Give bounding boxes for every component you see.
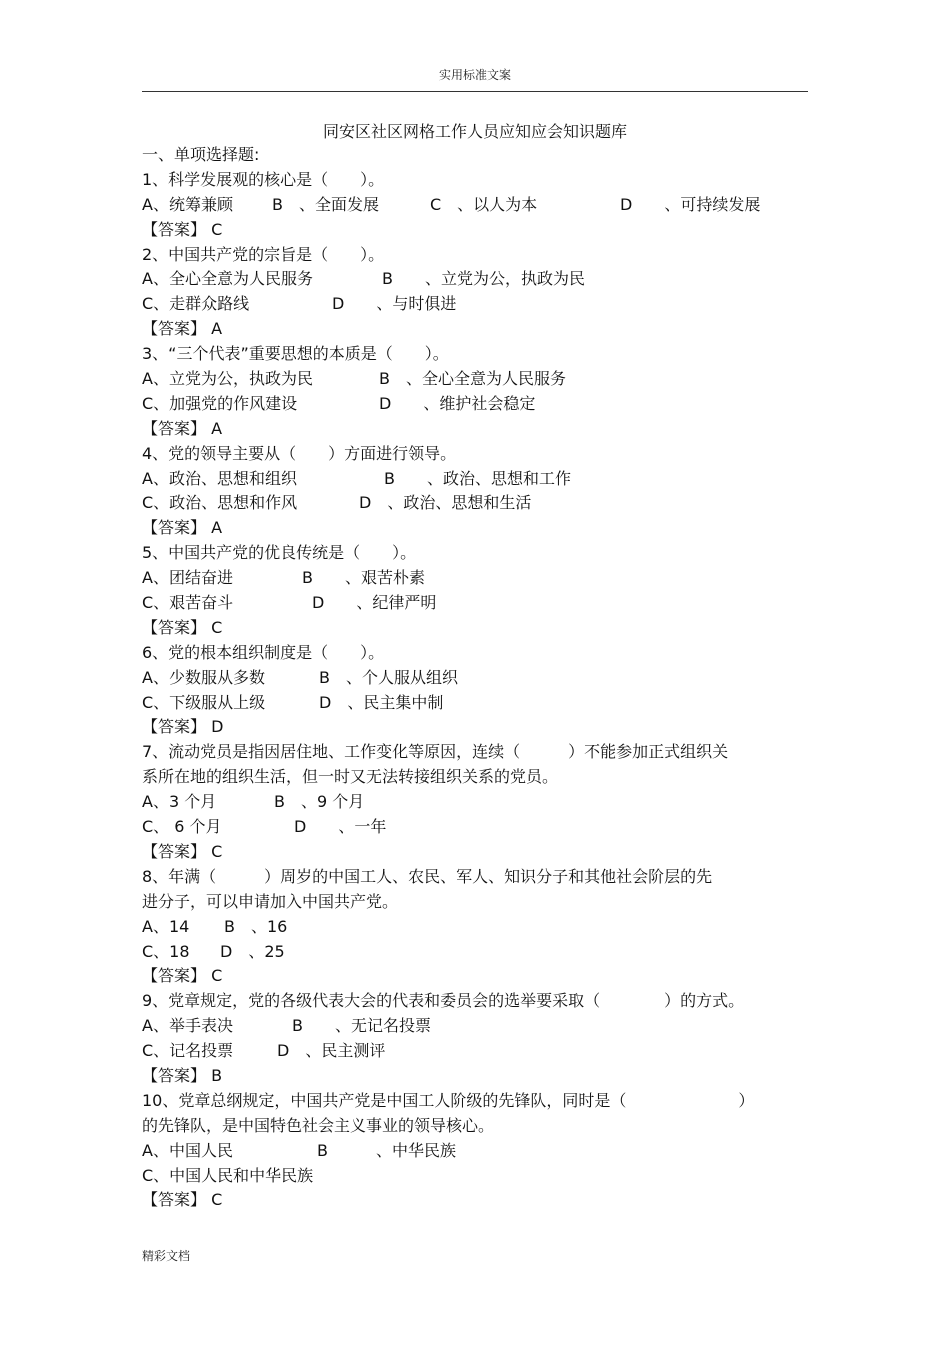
question-stem: 6、党的根本组织制度是（ ）。 — [142, 642, 385, 662]
question-7 — [142, 740, 822, 864]
document-title: 同安区社区网格工作人员应知应会知识题库 — [322, 122, 627, 141]
option: A、立党为公，执政为民 — [142, 369, 313, 389]
option: C、记名投票 — [142, 1041, 234, 1061]
question-stem: 进分子，可以申请加入中国共产党。 — [142, 891, 399, 911]
answer: 【答案】 A — [142, 418, 223, 438]
option-row — [142, 940, 822, 965]
question-4 — [142, 442, 822, 542]
option: A、政治、思想和组织 — [142, 468, 297, 488]
header-rule — [142, 91, 808, 92]
option-row — [142, 566, 822, 591]
option: C、中国人民和中华民族 — [142, 1165, 314, 1185]
option-row — [142, 1039, 822, 1064]
question-6 — [142, 641, 822, 741]
option: D 、与时俱进 — [332, 294, 457, 314]
question-10 — [142, 1089, 822, 1213]
option: D 、一年 — [294, 817, 387, 837]
option-row — [142, 267, 822, 292]
option-row — [142, 915, 822, 940]
question-2 — [142, 243, 822, 343]
option-row — [142, 193, 822, 218]
question-stem: 3、“三个代表”重要思想的本质是（ ）。 — [142, 344, 449, 364]
option: D 、25 — [220, 941, 285, 961]
question-stem: 9、党章规定，党的各级代表大会的代表和委员会的选举要采取（ ）的方式。 — [142, 991, 745, 1011]
question-stem: 4、党的领导主要从（ ）方面进行领导。 — [142, 443, 457, 463]
option: D 、民主集中制 — [319, 692, 444, 712]
option: C 、以人为本 — [430, 194, 538, 214]
option: A、举手表决 — [142, 1016, 233, 1036]
answer: 【答案】 C — [142, 219, 223, 239]
option: A、少数服从多数 — [142, 667, 265, 687]
question-stem: 8、年满（ ）周岁的中国工人、农民、军人、知识分子和其他社会阶层的先 — [142, 866, 713, 886]
option: D 、可持续发展 — [620, 194, 761, 214]
option-row — [142, 1139, 822, 1164]
question-stem: 1、科学发展观的核心是（ ）。 — [142, 169, 385, 189]
option: A、3 个月 — [142, 792, 217, 812]
option: B 、16 — [224, 916, 288, 936]
section-heading: 一、单项选择题: — [142, 145, 260, 164]
page-header: 实用标准文案 — [438, 68, 511, 82]
question-1 — [142, 168, 822, 243]
option-row — [142, 815, 822, 840]
option: B 、立党为公，执政为民 — [382, 269, 585, 289]
option: D 、政治、思想和生活 — [359, 493, 532, 513]
option-row — [142, 467, 822, 492]
option: B 、9 个月 — [274, 792, 365, 812]
question-9 — [142, 989, 822, 1089]
question-stem: 5、中国共产党的优良传统是（ ）。 — [142, 543, 417, 563]
option: B 、全心全意为人民服务 — [379, 369, 566, 389]
option: B 、个人服从组织 — [319, 667, 458, 687]
option: A、中国人民 — [142, 1140, 233, 1160]
option: C、18 — [142, 941, 190, 961]
option: A、统筹兼顾 — [142, 194, 233, 214]
question-list — [142, 143, 822, 1213]
option-row — [142, 790, 822, 815]
option-row — [142, 1014, 822, 1039]
question-5 — [142, 541, 822, 641]
option-row — [142, 367, 822, 392]
question-stem: 7、流动党员是指因居住地、工作变化等原因，连续（ ）不能参加正式组织关 — [142, 742, 729, 762]
option-row — [142, 691, 822, 716]
question-3 — [142, 342, 822, 442]
question-stem: 2、中国共产党的宗旨是（ ）。 — [142, 244, 385, 264]
answer: 【答案】 B — [142, 1065, 223, 1085]
option: B 、无记名投票 — [292, 1016, 431, 1036]
option-row — [142, 1164, 822, 1189]
option: A、14 — [142, 916, 190, 936]
option: D 、纪律严明 — [312, 593, 437, 613]
option: C、加强党的作风建设 — [142, 393, 298, 413]
option: B 、全面发展 — [272, 194, 379, 214]
answer: 【答案】 C — [142, 1190, 223, 1210]
page-footer: 精彩文档 — [142, 1249, 191, 1263]
option: C、下级服从上级 — [142, 692, 266, 712]
answer: 【答案】 C — [142, 617, 223, 637]
option: C、走群众路线 — [142, 294, 250, 314]
option-row — [142, 392, 822, 417]
question-stem: 的先锋队，是中国特色社会主义事业的领导核心。 — [142, 1115, 495, 1135]
option: B 、中华民族 — [317, 1140, 456, 1160]
option: B 、政治、思想和工作 — [384, 468, 571, 488]
option-row — [142, 666, 822, 691]
question-8 — [142, 865, 822, 989]
option-row — [142, 491, 822, 516]
answer: 【答案】 A — [142, 518, 223, 538]
question-stem: 10、党章总纲规定，中国共产党是中国工人阶级的先锋队，同时是（ ） — [142, 1090, 755, 1110]
question-stem: 系所在地的组织生活，但一时又无法转接组织关系的党员。 — [142, 767, 559, 787]
option: B 、艰苦朴素 — [302, 568, 425, 588]
answer: 【答案】 C — [142, 966, 223, 986]
option: D 、维护社会稳定 — [379, 393, 536, 413]
option: A、团结奋进 — [142, 568, 233, 588]
answer: 【答案】 A — [142, 319, 223, 339]
option-row — [142, 292, 822, 317]
answer: 【答案】 C — [142, 841, 223, 861]
option: C、艰苦奋斗 — [142, 593, 234, 613]
option: C、 6 个月 — [142, 817, 222, 837]
option: C、政治、思想和作风 — [142, 493, 298, 513]
answer: 【答案】 D — [142, 717, 224, 737]
option-row — [142, 591, 822, 616]
option: A、全心全意为人民服务 — [142, 269, 313, 289]
option: D 、民主测评 — [277, 1041, 386, 1061]
